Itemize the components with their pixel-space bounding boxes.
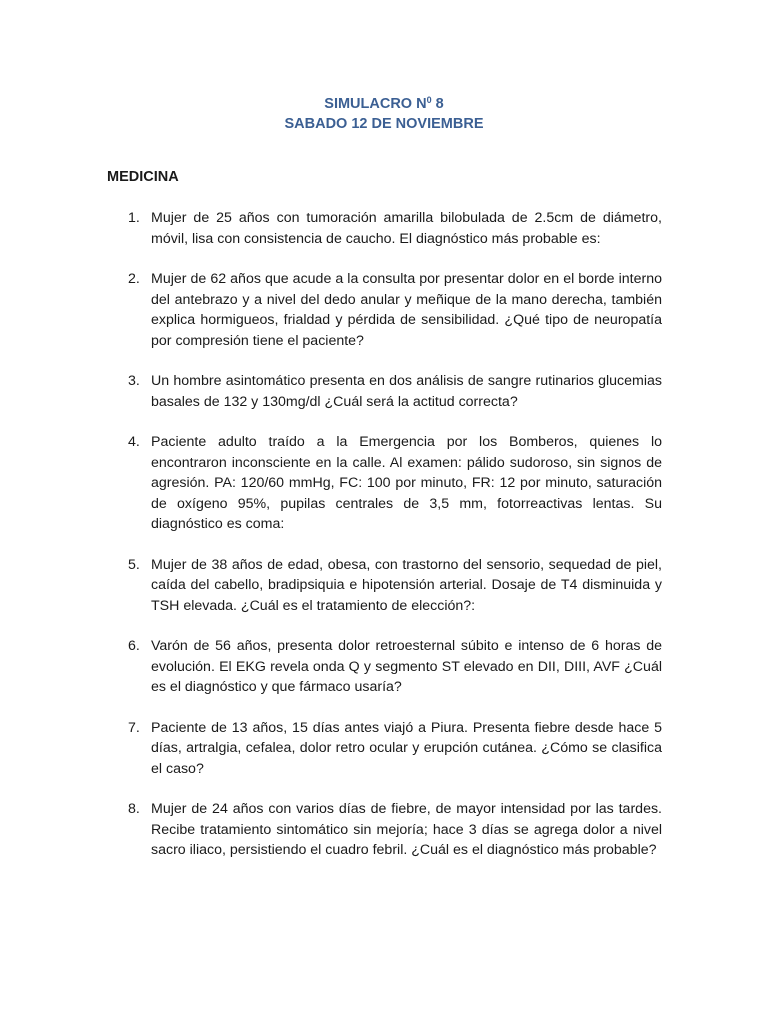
- question-number: 3.: [128, 373, 140, 389]
- question-item: [124, 432, 662, 535]
- question-text: Paciente adulto traído a la Emergencia por los Bomberos, quienes lo encontraron inconsciente en la calle. Al examen: pálido sudoroso, sin signos de agresión. PA: 120/60 mmHg, FC: 100 por minuto, FR: 12 por minuto, saturación de oxígeno 95%, pupilas centrales de 3,5 mm, fotorreactivas lentas. Su diagnóstico es coma:: [151, 434, 662, 532]
- question-item: [124, 718, 662, 780]
- title-number: 8: [435, 96, 444, 112]
- question-item: [124, 636, 662, 698]
- question-item: [124, 555, 662, 617]
- question-number: 6.: [128, 638, 140, 654]
- question-item: [124, 269, 662, 351]
- question-number: 5.: [128, 556, 140, 573]
- question-text: Mujer de 62 años que acude a la consulta por presentar dolor en el borde interno del antebrazo y a nivel del dedo anular y meñique de la mano derecha, también explica hormigueos, frialdad y pérdida de sensibilidad. ¿Qué tipo de neuropatía por compresión tiene el paciente?: [151, 271, 662, 349]
- question-number: 8.: [128, 801, 140, 817]
- question-number: 1.: [128, 210, 140, 226]
- question-number: 4.: [128, 434, 140, 450]
- title-block: [0, 90, 768, 134]
- question-text: Paciente de 13 años, 15 días antes viajó a Piura. Presenta fiebre desde hace 5 días, artralgia, cefalea, dolor retro ocular y erupción cutánea. ¿Cómo se clasifica el caso?: [151, 719, 662, 777]
- question-text: Mujer de 25 años con tumoración amarilla bilobulada de 2.5cm de diámetro, móvil, lisa con consistencia de caucho. El diagnóstico más probable es:: [151, 210, 662, 247]
- question-text: Un hombre asintomático presenta en dos análisis de sangre rutinarios glucemias basales de 132 y 130mg/dl ¿Cuál será la actitud correcta?: [151, 373, 662, 410]
- question-item: [124, 208, 662, 249]
- question-number: 7.: [128, 719, 140, 736]
- document-title: [0, 90, 768, 114]
- question-text: Mujer de 38 años de edad, obesa, con trastorno del sensorio, sequedad de piel, caída del cabello, bradipsiquia e hipotensión arterial. Dosaje de T4 disminuida y TSH elevada. ¿Cuál es el tratamiento de elección?:: [151, 556, 662, 614]
- question-item: [124, 799, 662, 861]
- question-text: Varón de 56 años, presenta dolor retroesternal súbito e intenso de 6 horas de evolución. El EKG revela onda Q y segmento ST elevado en DII, DIII, AVF ¿Cuál es el diagnóstico y que fármaco usaría?: [151, 638, 662, 695]
- section-heading: MEDICINA: [107, 169, 179, 185]
- title-prefix: SIMULACRO N: [324, 96, 427, 112]
- title-superscript: 0: [426, 95, 432, 105]
- document-subtitle: SABADO 12 DE NOVIEMBRE: [284, 116, 484, 132]
- question-item: [124, 371, 662, 412]
- question-text: Mujer de 24 años con varios días de fiebre, de mayor intensidad por las tardes. Recibe tratamiento sintomático sin mejoría; hace 3 días se agrega dolor a nivel sacro iliaco, persistiendo el cuadro febril. ¿Cuál es el diagnóstico más probable?: [151, 801, 662, 858]
- question-number: 2.: [128, 271, 140, 287]
- question-list: [124, 208, 662, 881]
